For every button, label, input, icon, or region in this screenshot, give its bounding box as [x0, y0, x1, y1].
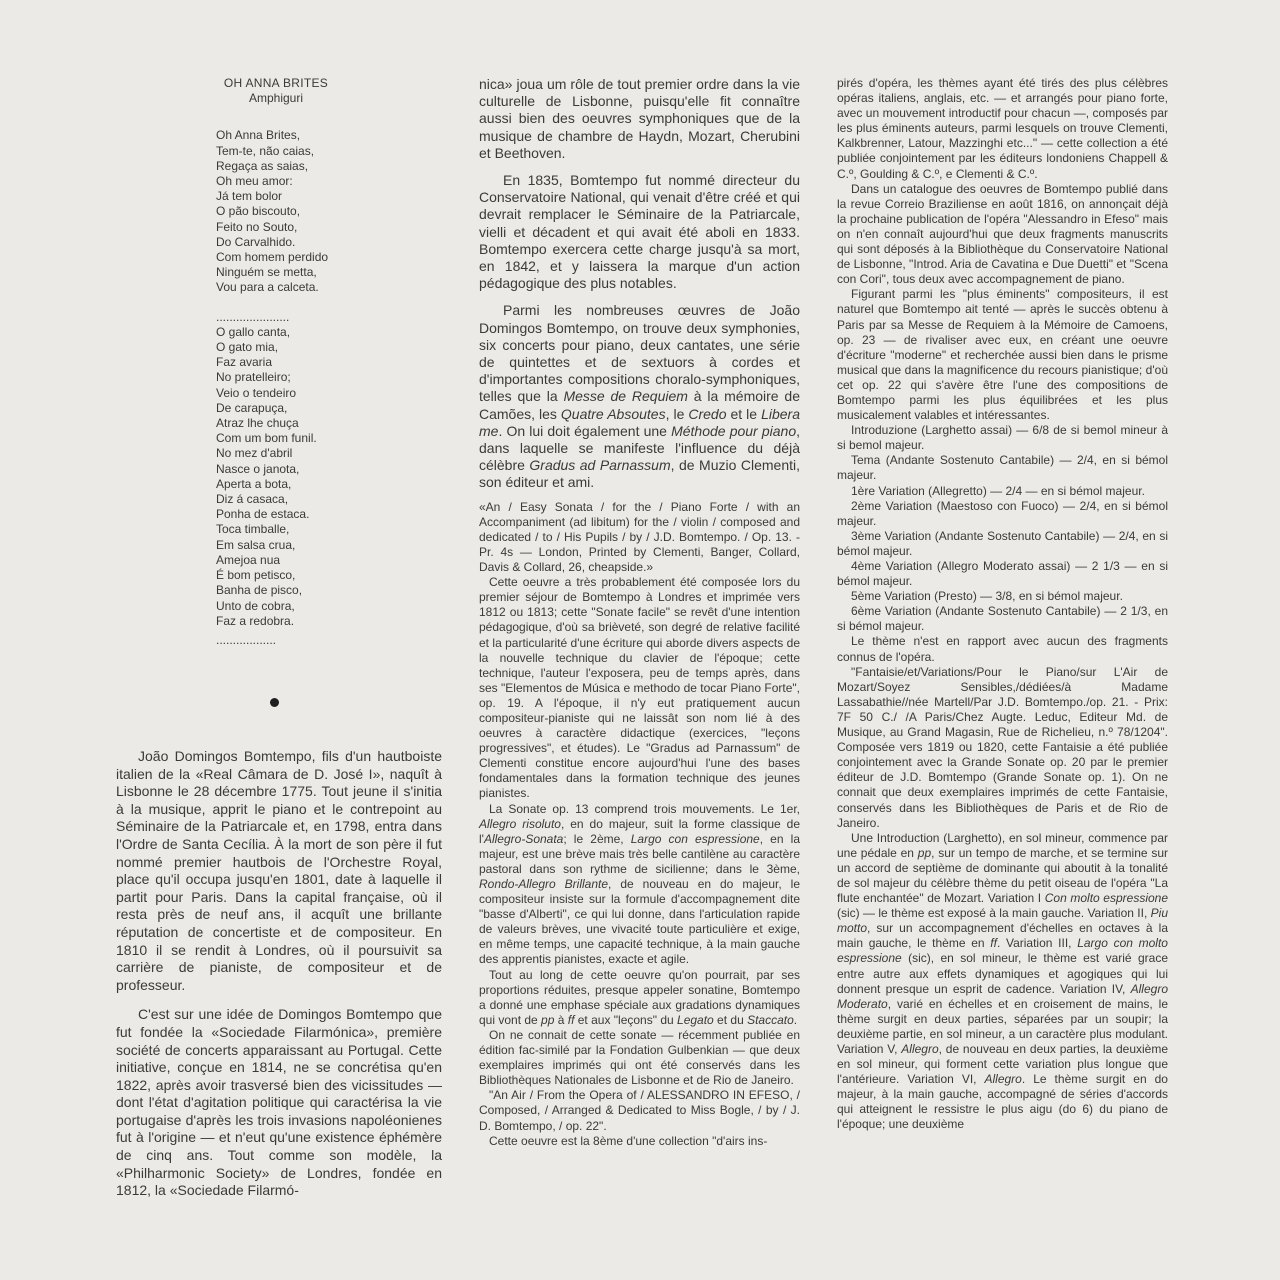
- paragraph: Dans un catalogue des oeuvres de Bomtempo publié dans la revue Correio Braziliense en août 1816, on annonçait déjà la prochaine publication de l'opéra "Alessandro in Efeso" mais on n'en connaît aujourd'hui que deux fragments manuscrits qui sont déposés à la Bibliothèque du Conservatoire National de Lisbonne, "Introd. Aria de Cavatina e Due Duetti" et "Scena con Cori", tous deux avec accompagnement de piano.: [837, 181, 1168, 287]
- text-run: Une Introduction (Larghetto), en sol mineur, commence par une pédale en: [837, 830, 1168, 860]
- movement-entry: 3ème Variation (Andante Sostenuto Cantabile) — 2/4, en si bémol majeur.: [837, 528, 1168, 558]
- music-term: Largo con molto espressione: [837, 936, 1168, 966]
- poem-line: Atraz lhe chuça: [216, 416, 299, 431]
- music-term: Legato: [677, 1012, 714, 1027]
- movement-entry: 4ème Variation (Allegro Moderato assai) — 2 1/3 — en si bémol majeur.: [837, 559, 1168, 589]
- work-title: Credo: [688, 405, 727, 422]
- music-term: pp: [917, 845, 932, 860]
- text-run: , en la majeur, est une brève mais très belle cantilène au caractère pastoral dans son rythme de sicilienne; dans le 3ème,: [479, 831, 800, 876]
- paragraph: [479, 802, 800, 968]
- text-run: .: [793, 1012, 798, 1027]
- work-title: Quatre Absoutes: [560, 405, 666, 422]
- poem-line: Em salsa crua,: [216, 537, 296, 552]
- text-run: ; le 2ème,: [563, 831, 631, 846]
- paragraph: Figurant parmi les "plus éminents" compositeurs, il est naturel que Bomtempo ait tenté — après le succès obtenu à Paris par sa Messe de Requiem à la Mémoire de Camoens, op. 23 — de rivaliser avec eux, en créant une oeuvre d'écriture "moderne" et recherchée aussi bien dans le prisme musical que dans la magnificence du recours pianistique; d'où cet op. 22 qui s'avère être l'une des compositions de Bomtempo parmi les plus équilibrées et les plus musicalement valables et intéressantes.: [837, 287, 1168, 423]
- text-run: , le: [665, 405, 689, 422]
- biography-text: [116, 748, 442, 1200]
- text-run: et du: [713, 1012, 748, 1027]
- poem-line: O pão biscouto,: [216, 204, 301, 219]
- work-title: Libera me: [479, 405, 800, 439]
- paragraph: En 1835, Bomtempo fut nommé directeur du Conservatoire National, qui venait d'être créé et qui devrait remplacer le Séminaire de la Patriarcale, vielli et décadent et qui avait été aboli en 1833. Bomtempo exercera cette charge jusqu'à sa mort, en 1842, et y laissera la marque d'un action pédagogique des plus notables.: [479, 172, 800, 292]
- paragraph: "Fantaisie/et/Variations/Pour le Piano/sur L'Air de Mozart/Soyez Sensibles,/dédiées/à Madame Lassabathie//née Martell/Par J.D. Bomtempo./op. 21. - Prix: 7F 50 C./ /A Paris/Chez Augte. Leduc, Editeur Md. de Musique, au Grand Magasin, Rue de Richelieu, n.º 78/1204". Composée vers 1819 ou 1820, cette Fantaisie a été publiée conjointement avec la Grande Sonate op. 20 par le premier éditeur de J.D. Bomtempo (Grande Sonate op. 1). On ne connait que deux exemplaires imprimés de cette Fantaisie, conservés dans les Bibliothèques de Paris et de Rio de Janeiro.: [837, 664, 1168, 830]
- paragraph: nica» joua um rôle de tout premier ordre dans la vie culturelle de Lisbonne, puisqu'elle fit connaître aussi bien des oeuvres symphoniques que de la musique de chambre de Haydn, Mozart, Cherubini et Beethoven.: [479, 76, 800, 161]
- text-run: , dans laquelle se manifeste l'influence du déjà célèbre: [479, 422, 800, 474]
- text-run: , de nouveau en deux parties, la deuxième en sol mineur, qui forment cette variation plus longue que l'antérieure. Variation VI,: [837, 1042, 1169, 1087]
- poem-title: OH ANNA BRITES: [223, 76, 329, 90]
- poem-line: Vou para a calceta.: [216, 280, 319, 295]
- music-term: Allegro: [984, 1072, 1022, 1087]
- text-run: , de nouveau en do majeur, le compositeur insiste sur la formule d'accompagnement dite "basse d'Alberti", ce qui lui donne, dans l'articulation rapide de valeurs brèves, une vivacité toute particulière et exige, en même temps, une capacité technique, à la main gauche des apprentis pianistes, exacte et agile.: [479, 877, 800, 967]
- text-run: (sic) — le thème est exposé à la main gauche. Variation II,: [837, 906, 1151, 921]
- movement-entry: 5ème Variation (Presto) — 3/8, en si bémol majeur.: [851, 589, 1123, 604]
- text-run: Tout au long de cette oeuvre qu'on pourrait, par ses proportions réduites, presque appeler sonatine, Bomtempo a donné une emphase spéciale aux gradations dynamiques qui vont de: [479, 967, 800, 1027]
- poem-line: Ponha de estaca.: [216, 507, 310, 522]
- poem-subtitle: Amphiguri: [248, 91, 304, 106]
- large-text-block: [479, 76, 800, 492]
- paragraph: "An Air / From the Opera of / ALESSANDRO IN EFESO, / Composed, / Arranged & Dedicated to Miss Bogle, / by / J. D. Bomtempo, / op. 22".: [479, 1088, 800, 1133]
- movement-entry: 1ère Variation (Allegretto) — 2/4 — en si bémol majeur.: [851, 483, 1145, 498]
- poem-line: No pratelleiro;: [216, 370, 291, 385]
- poem-line: Oh meu amor:: [216, 174, 293, 189]
- music-term: Staccato: [747, 1012, 794, 1027]
- paragraph: [479, 968, 800, 1028]
- text-run: , sur un tempo de marche, et se termine sur un accord de septième de dominante qui aboutit à la tonalité de sol majeur du célèbre thème du petit oiseau de l'opéra "La flute enchantée" de Mozart. Variation I: [837, 845, 1169, 906]
- poem-line: Ninguém se metta,: [216, 265, 317, 280]
- poem-line: Unto de cobra,: [216, 598, 295, 613]
- work-title: Messe de Requiem: [563, 388, 688, 405]
- paragraph: [837, 831, 1168, 1133]
- bullet-ornament: [270, 698, 279, 707]
- text-run: et aux "leçons" du: [574, 1012, 678, 1027]
- poem-stanza-1: [216, 128, 456, 295]
- poem: [216, 76, 456, 648]
- text-run: . Variation III,: [996, 936, 1078, 951]
- poem-line: Amejoa nua: [216, 552, 281, 567]
- tempo-term: Allegro risoluto: [479, 816, 561, 831]
- music-term: Allegro: [901, 1042, 939, 1056]
- paragraph: «An / Easy Sonata / for the / Piano Forte / with an Accompaniment (ad libitum) for the / violin / composed and dedicated / to / His Pupils / by / J.D. Bomtempo. / Op. 13. - Pr. 4s — London, Printed by Clementi, Banger, Collard, Davis & Collard, 26, cheapside.»: [479, 499, 800, 575]
- work-title: Méthode pour piano: [671, 422, 797, 439]
- paragraph: João Domingos Bomtempo, fils d'un hautboiste italien de la «Real Câmara de D. José I», naquît à Lisbonne le 28 décembre 1775. Tout jeune il s'initia à la musique, apprit le piano et le contrepoint au Séminaire de la Patriarcale et, en 1798, entra dans l'Ordre de Santa Cecília. À la mort de son père il fut nommé premier hautbois de l'Orchestre Royal, place qu'il occupa jusqu'en 1801, date à laquelle il partit pour Paris. Dans la capital française, où il resta près de neuf ans, il acquît une brillante réputation de concertiste et de compositeur. En 1810 il se rendit à Londres, où il poursuivit sa carrière de pianiste, de compositeur et de professeur.: [116, 748, 442, 993]
- paragraph: pirés d'opéra, les thèmes ayant été tirés des plus célèbres opéras italiens, anglais, etc. — et arrangés pour piano forte, avec un mouvement introductif pour chacun —, composés par les plus éminents auteurs, parmi lesquels on trouve Clementi, Kalkbrenner, Latour, Mazzinghi etc..." — cette collection a été publiée conjointement par les éditeurs londoniens Chappell & C.º, Goulding & C.º, e Clementi & C.º.: [837, 76, 1168, 181]
- paragraph: Cette oeuvre a très probablement été composée lors du premier séjour de Bomtempo à Londres et imprimée vers 1812 ou 1813; cette "Sonate facile" se revêt d'une intention pédagogique, d'où sa brièveté, son degré de relative facilité et la particularité d'une écriture qui aborde divers aspects de la nouvelle technique du clavier de l'époque; cette technique, l'auteur l'exposera, peu de temps après, dans ses "Elementos de Música e methodo de tocar Piano Forte", op. 19. A l'époque, il n'y eut pratiquement aucun compositeur-pianiste qui ne laissât son nom lié à des oeuvres à caractère didactique (exercices, "leçons progressives", et études). Le "Gradus ad Parnassum" de Clementi constitue encore aujourd'hui l'une des bases fondamentales dans la formation technique des jeunes pianistes.: [479, 575, 800, 801]
- poem-line: Nasce o janota,: [216, 461, 300, 476]
- tempo-term: Allegro-Sonata: [483, 831, 564, 846]
- poem-stanza-2: [216, 325, 456, 629]
- poem-line: O gato mia,: [216, 340, 279, 355]
- text-run: , de Muzio Clementi, son éditeur et ami.: [479, 457, 800, 491]
- paragraph: On ne connait de cette sonate — récemment publiée en édition fac-similé par la Fondation Gulbenkian — que deux exemplaires imprimés qui ont été conservés dans les Bibliothèques Nationales de Lisbonne et de Rio de Janeiro.: [479, 1027, 800, 1088]
- poem-line: Oh Anna Brites,: [216, 128, 301, 143]
- poem-line: É bom petisco,: [216, 568, 296, 583]
- text-run: Parmi les nombreuses œuvres de João Domingos Bomtempo, on trouve deux symphonies, six concerts pour piano, deux cantates, une série de quintettes et de sextuors à cordes et d'importantes compositions choralo-symphoniques, telles que la: [479, 302, 800, 405]
- text-run: . On lui doit également une: [498, 422, 672, 439]
- poem-line: Com um bom funil.: [216, 431, 317, 446]
- poem-line: Do Carvalhido.: [216, 234, 296, 249]
- text-run: . Le thème surgit en do majeur, à la main gauche, accompagné de séries d'accords qui atteignent le ressistre le plus aigu (do 6) du piano de l'époque; une deuxième: [837, 1072, 1168, 1132]
- tempo-term: Rondo-Allegro Brillante: [479, 877, 609, 892]
- text-run: et le: [726, 405, 762, 422]
- column-2: [479, 76, 800, 1149]
- paragraph: Cette oeuvre est la 8ème d'une collection "d'airs ins-: [489, 1133, 768, 1148]
- music-term: Allegro Moderato: [837, 981, 1168, 1011]
- poem-line: O gallo canta,: [216, 324, 291, 339]
- poem-line: Faz a redobra.: [216, 613, 295, 628]
- poem-line: De carapuça,: [216, 400, 288, 415]
- tempo-term: Largo con espressione: [630, 831, 760, 846]
- text-run: , en do majeur, suit la forme classique de l': [479, 816, 800, 846]
- movement-entry: 2ème Variation (Maestoso con Fuoco) — 2/4, en si bémol majeur.: [837, 498, 1168, 528]
- poem-line: Feito no Souto,: [216, 219, 298, 234]
- poem-line: Regaça as saias,: [216, 158, 309, 173]
- music-term: ff: [567, 1012, 575, 1027]
- text-run: La Sonate op. 13 comprend trois mouvements. Le 1er,: [489, 801, 800, 816]
- poem-line: Aperta a bota,: [216, 476, 292, 491]
- work-title: Gradus ad Parnassum: [529, 457, 671, 474]
- poem-line: Toca timballe,: [216, 522, 290, 537]
- paragraph: [479, 302, 800, 491]
- poem-ellipsis: ..................: [216, 632, 277, 647]
- paragraph: C'est sur une idée de Domingos Bomtempo que fut fondée la «Sociedade Filarmónica», première société de concerts apparaissant au Portugal. Cette initiative, conçue en 1814, ne se concrétisa qu'en 1822, après avoir trasversé bien des vicissitudes — dont l'état d'agitation politique qui caractérisa la vie portugaise d'après les trois invasions napoléonienes fut à l'origine — et n'eut qu'une existence éphémère de cinq ans. Tout comme son modèle, la «Philharmonic Society» de Londres, fondée en 1812, la «Sociedade Filarmó-: [116, 1006, 442, 1199]
- text-run: à: [554, 1012, 568, 1027]
- movement-entry: Introduzione (Larghetto assai) — 6/8 de si bemol mineur à si bemol majeur.: [837, 423, 1168, 453]
- poem-line: Tem-te, não caias,: [216, 143, 315, 158]
- poem-line: Banha de pisco,: [216, 583, 303, 598]
- text-run: (sic), en sol mineur, le thème est varié grace entre autre aux effets dynamiques et agogiques qui lui donnent presque un esprit de cadence. Variation IV,: [837, 951, 1168, 996]
- music-term: pp: [541, 1012, 555, 1027]
- text-run: , varié en échelles et en croisement de mains, le thème surgit en deux parties, séparées par un soupir; la deuxième partie, en sol mineur, a un caractère plus modulant. Variation V,: [837, 996, 1168, 1056]
- music-term: Piu motto: [837, 906, 1168, 936]
- poem-line: Veio o tendeiro: [216, 385, 297, 400]
- paragraph: Le thème n'est en rapport avec aucun des fragments connus de l'opéra.: [837, 634, 1168, 664]
- music-term: Con molto espressione: [1044, 891, 1169, 906]
- music-term: ff: [990, 936, 997, 951]
- small-text-block: [479, 500, 800, 1149]
- poem-line: Já tem bolor: [216, 189, 283, 204]
- text-run: à la mémoire de Camões, les: [479, 388, 800, 422]
- poem-line: Diz á casaca,: [216, 492, 289, 507]
- movement-entry: 6ème Variation (Andante Sostenuto Cantabile) — 2 1/3, en si bémol majeur.: [837, 604, 1168, 634]
- text-run: , sur un accompagnement d'échelles en octaves à la main gauche, le thème en: [837, 921, 1168, 951]
- poem-line: No mez d'abril: [216, 446, 293, 461]
- poem-line: Faz avaria: [216, 355, 273, 370]
- column-3: [837, 76, 1168, 1133]
- poem-ellipsis: ......................: [216, 309, 290, 324]
- poem-line: Com homem perdido: [216, 250, 329, 265]
- movement-entry: Tema (Andante Sostenuto Cantabile) — 2/4, en si bémol majeur.: [837, 453, 1168, 483]
